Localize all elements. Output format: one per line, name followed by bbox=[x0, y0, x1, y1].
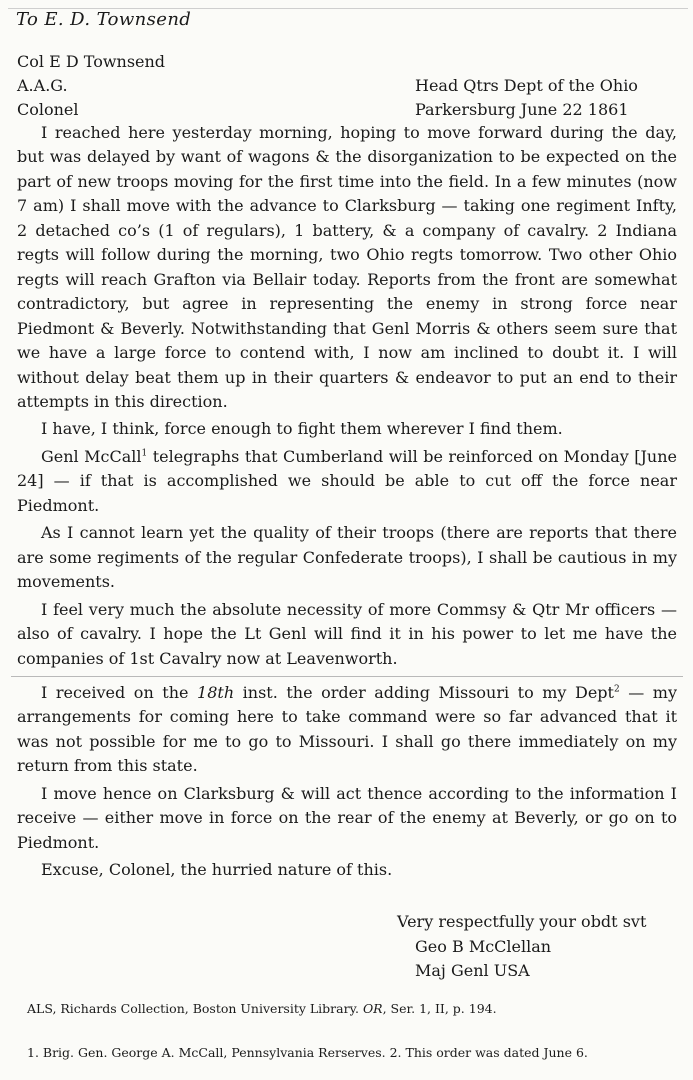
citation-text: , Ser. 1, II, p. 194. bbox=[382, 1001, 497, 1016]
letter-body bbox=[17, 121, 677, 883]
salutation: Colonel bbox=[17, 100, 79, 119]
citation-text: ALS, Richards Collection, Boston University Library. bbox=[27, 1001, 363, 1016]
footnote-marker: 2 bbox=[613, 684, 620, 695]
paragraph bbox=[17, 445, 677, 518]
paragraph-text: I received on the bbox=[41, 682, 198, 702]
footnote-marker: 1 bbox=[141, 448, 148, 459]
paragraph bbox=[17, 782, 677, 855]
recipient-block bbox=[17, 50, 165, 122]
citation-italic: OR bbox=[362, 1001, 383, 1016]
footnotes: 1. Brig. Gen. George A. McCall, Pennsylvania Rerserves. 2. This order was dated June 6. bbox=[27, 1045, 588, 1060]
paragraph bbox=[17, 681, 677, 779]
paragraph bbox=[17, 858, 677, 882]
recipient-line: A.A.G. bbox=[17, 76, 68, 95]
closing: Very respectfully your obdt svt bbox=[397, 912, 647, 931]
paragraph-text: I reached here yesterday morning, hoping to move forward during the day, but was delayed by want of wagons & the disorganization to be expected on the part of new troops moving for the first time into the field. In a few minutes (now 7 am) I shall move with the advance to Clarksburg — taking one regiment Infty, 2 detached co’s (1 of regulars), 1 battery, & a company of cavalry. 2 Indiana regts will follow during the morning, two Ohio regts tomorrow. Two other Ohio regts will reach Grafton via Bellair today. Reports from the front are somewhat contradictory, but agree in representing the enemy in strong force near Piedmont & Beverly. Notwithstanding that Genl Morris & others seem sure that we have a large force to contend with, I now am inclined to doubt it. I will without delay beat them up in their quarters & endeavor to put an end to their attempts in this direction. bbox=[17, 123, 677, 411]
paragraph-text: I move hence on Clarksburg & will act thence according to the information I receive — either move in force on the rear of the enemy at Beverly, or go on to Piedmont. bbox=[17, 783, 677, 852]
emphasized-date: 18th bbox=[197, 682, 235, 702]
paragraph bbox=[17, 121, 677, 414]
signer-rank: Maj Genl USA bbox=[415, 961, 530, 980]
recipient-line: Col E D Townsend bbox=[17, 52, 166, 71]
paragraph bbox=[17, 417, 677, 441]
paragraph-text: I have, I think, force enough to fight them wherever I find them. bbox=[41, 419, 563, 439]
paragraph-text: I feel very much the absolute necessity of more Commsy & Qtr Mr officers — also of cavalry. I hope the Lt Genl will find it in his power to let me have the companies of 1st Cavalry now at Leavenworth. bbox=[17, 599, 677, 668]
paragraph-text: — my arrangements for coming here to take command were so far advanced that it was not possible for me to go to Missouri. I shall go there immediately on my return from this state. bbox=[17, 682, 678, 776]
headquarters-line: Head Qtrs Dept of the Ohio bbox=[415, 76, 638, 95]
paragraph-text: telegraphs that Cumberland will be reinforced on Monday [June 24] — if that is accomplished we should be able to cut off the force near Piedmont. bbox=[17, 446, 677, 515]
paragraph-text: As I cannot learn yet the quality of their troops (there are reports that there are some regiments of the regular Confederate troops), I shall be cautious in my movements. bbox=[17, 523, 677, 592]
paragraph-text: Genl McCall bbox=[41, 446, 142, 466]
paragraph-text: inst. the order adding Missouri to my Dept bbox=[234, 682, 614, 702]
source-citation bbox=[27, 1001, 497, 1016]
paragraph-text: Excuse, Colonel, the hurried nature of this. bbox=[41, 860, 393, 880]
signature-block bbox=[397, 910, 646, 984]
page-divider bbox=[11, 676, 683, 677]
paragraph bbox=[17, 598, 677, 671]
place-date-line: Parkersburg June 22 1861 bbox=[415, 100, 629, 119]
letter-heading: To E. D. Townsend bbox=[16, 9, 192, 30]
sender-location-block bbox=[415, 74, 638, 122]
paragraph bbox=[17, 521, 677, 594]
signer-name: Geo B McClellan bbox=[415, 936, 552, 956]
